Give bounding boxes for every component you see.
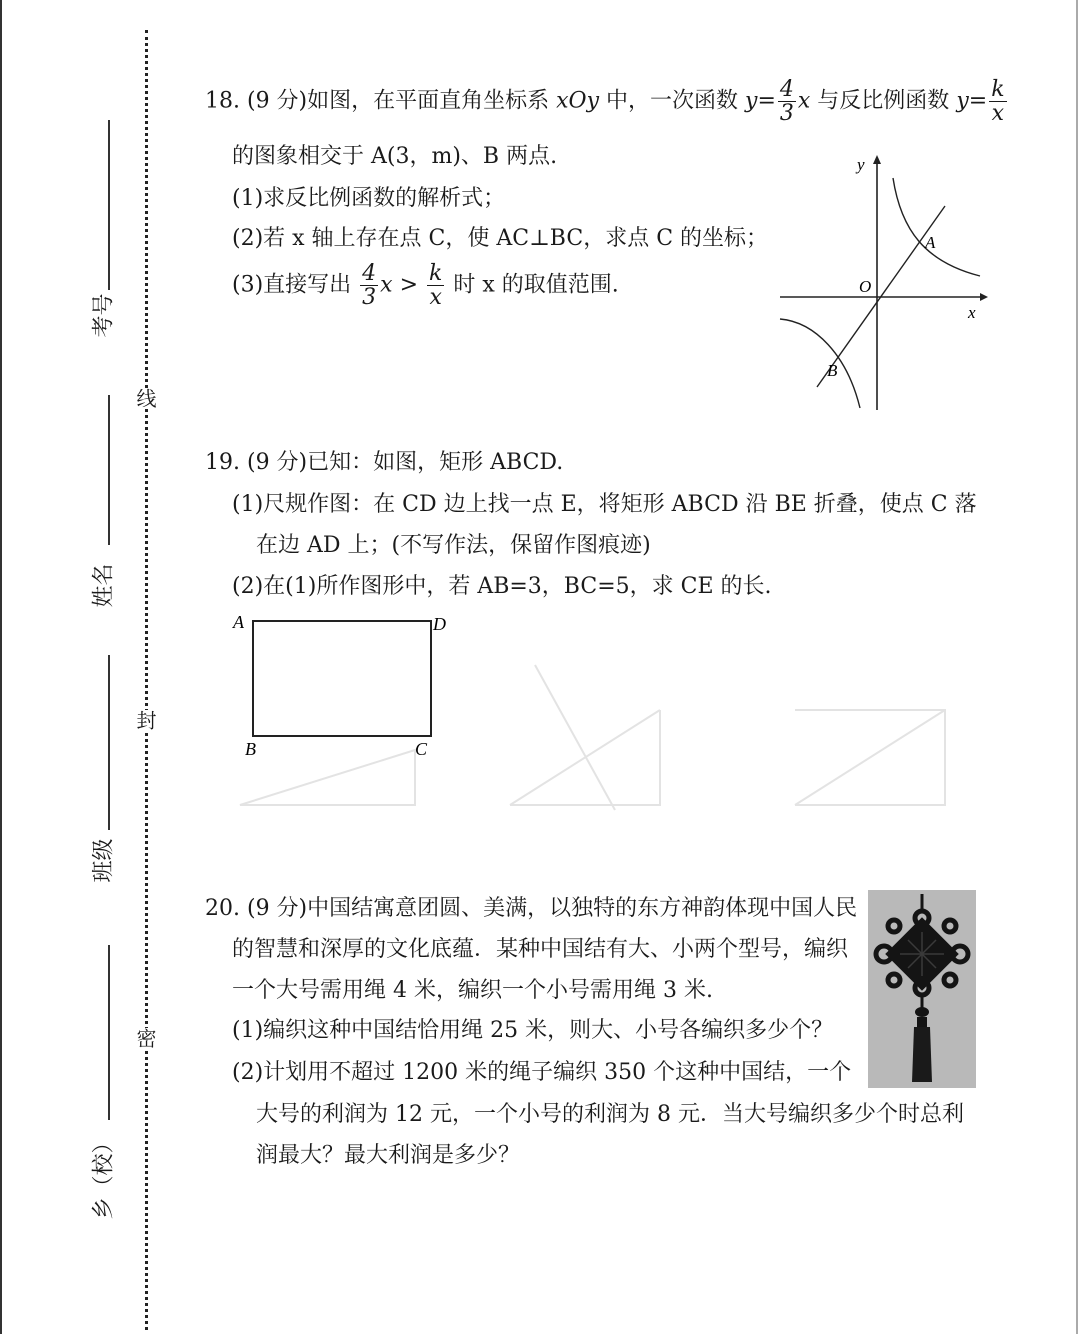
- q18-part3: (3)直接写出 $\frac{4}{3}$ x > $\frac{k}{x}$ 时 x 的取值范围.: [232, 261, 619, 311]
- seal-dotted-line: [145, 30, 148, 1330]
- class-label: 班级: [91, 838, 117, 883]
- school-label: 乡（校）: [91, 1131, 117, 1220]
- point-b-label: B: [827, 361, 838, 380]
- q19-part1-line1: (1)尺规作图：在 CD 边上找一点 E，将矩形 ABCD 沿 BE 折叠，使点 C 落: [232, 492, 977, 517]
- vertex-c-label: C: [415, 739, 428, 759]
- q20-part2-line1: (2)计划用不超过 1200 米的绳子编织 350 个这种中国结，一个: [232, 1060, 852, 1085]
- hyperbola-branch-q3: [780, 319, 860, 408]
- chinese-knot-icon: [868, 890, 976, 1088]
- q18-stem-line1: 18. (9 分)如图，在平面直角坐标系 xOy 中，一次函数 y= $\frac{4}{3}$ x 与反比例函数 y= $\frac{k}{x}$: [205, 77, 1005, 127]
- fraction-k-x: $\frac{k}{x}$: [429, 261, 443, 311]
- q20-stem-line2: 的智慧和深厚的文化底蕴．某种中国结有大、小两个型号，编织: [232, 937, 849, 962]
- q20-part2-line2: 大号的利润为 12 元，一个小号的利润为 8 元．当大号编织多少个时总利: [256, 1102, 964, 1127]
- q18-part2: (2)若 x 轴上存在点 C，使 AC⊥BC，求点 C 的坐标；: [232, 226, 769, 251]
- seal-char-mi: 密: [136, 1028, 160, 1048]
- page-left-edge: [0, 0, 2, 1334]
- vertex-d-label: D: [433, 614, 446, 634]
- fraction-4-3: $\frac{4}{3}$: [362, 261, 377, 311]
- q20-stem-line1: 20. (9 分)中国结寓意团圆、美满，以独特的东方神韵体现中国人民: [205, 896, 858, 921]
- fraction-k-x: $\frac{k}{x}$: [991, 77, 1005, 127]
- q19-stem: 19. (9 分)已知：如图，矩形 ABCD.: [205, 450, 564, 475]
- q19-part2: (2)在(1)所作图形中，若 AB=3，BC=5，求 CE 的长.: [232, 574, 772, 599]
- q20-part2-line3: 润最大？最大利润是多少？: [256, 1143, 521, 1168]
- q18-coordinate-graph: [775, 150, 990, 415]
- show-through-faint-marks: [230, 660, 970, 820]
- school-blank: [108, 945, 110, 1120]
- q18-part1: (1)求反比例函数的解析式；: [232, 186, 506, 211]
- x-axis-label: x: [968, 303, 976, 322]
- seal-char-feng: 封: [136, 710, 160, 730]
- name-label: 姓名: [91, 563, 117, 608]
- origin-label: O: [859, 277, 872, 296]
- seal-char-xian: 线: [136, 388, 160, 408]
- point-a-label: A: [925, 233, 936, 252]
- vertex-b-label: B: [245, 739, 256, 759]
- chinese-knot-photo: [868, 890, 976, 1088]
- page-right-edge: [1076, 0, 1078, 1334]
- x-axis-arrow-icon: [980, 293, 988, 301]
- q18-stem-line2: 的图象相交于 A(3，m)、B 两点.: [232, 144, 558, 169]
- fraction-4-3: $\frac{4}{3}$: [779, 77, 794, 127]
- y-axis-label: y: [857, 155, 865, 174]
- y-axis-arrow-icon: [873, 155, 881, 164]
- q19-part1-line2: 在边 AD 上；(不写作法，保留作图痕迹): [256, 533, 651, 558]
- vertex-a-label: A: [233, 612, 244, 632]
- exam-no-label: 考号: [91, 293, 117, 338]
- q20-part1: (1)编织这种中国结恰用绳 25 米，则大、小号各编织多少个？: [232, 1018, 834, 1043]
- q20-stem-line3: 一个大号需用绳 4 米，编织一个小号需用绳 3 米.: [232, 978, 713, 1003]
